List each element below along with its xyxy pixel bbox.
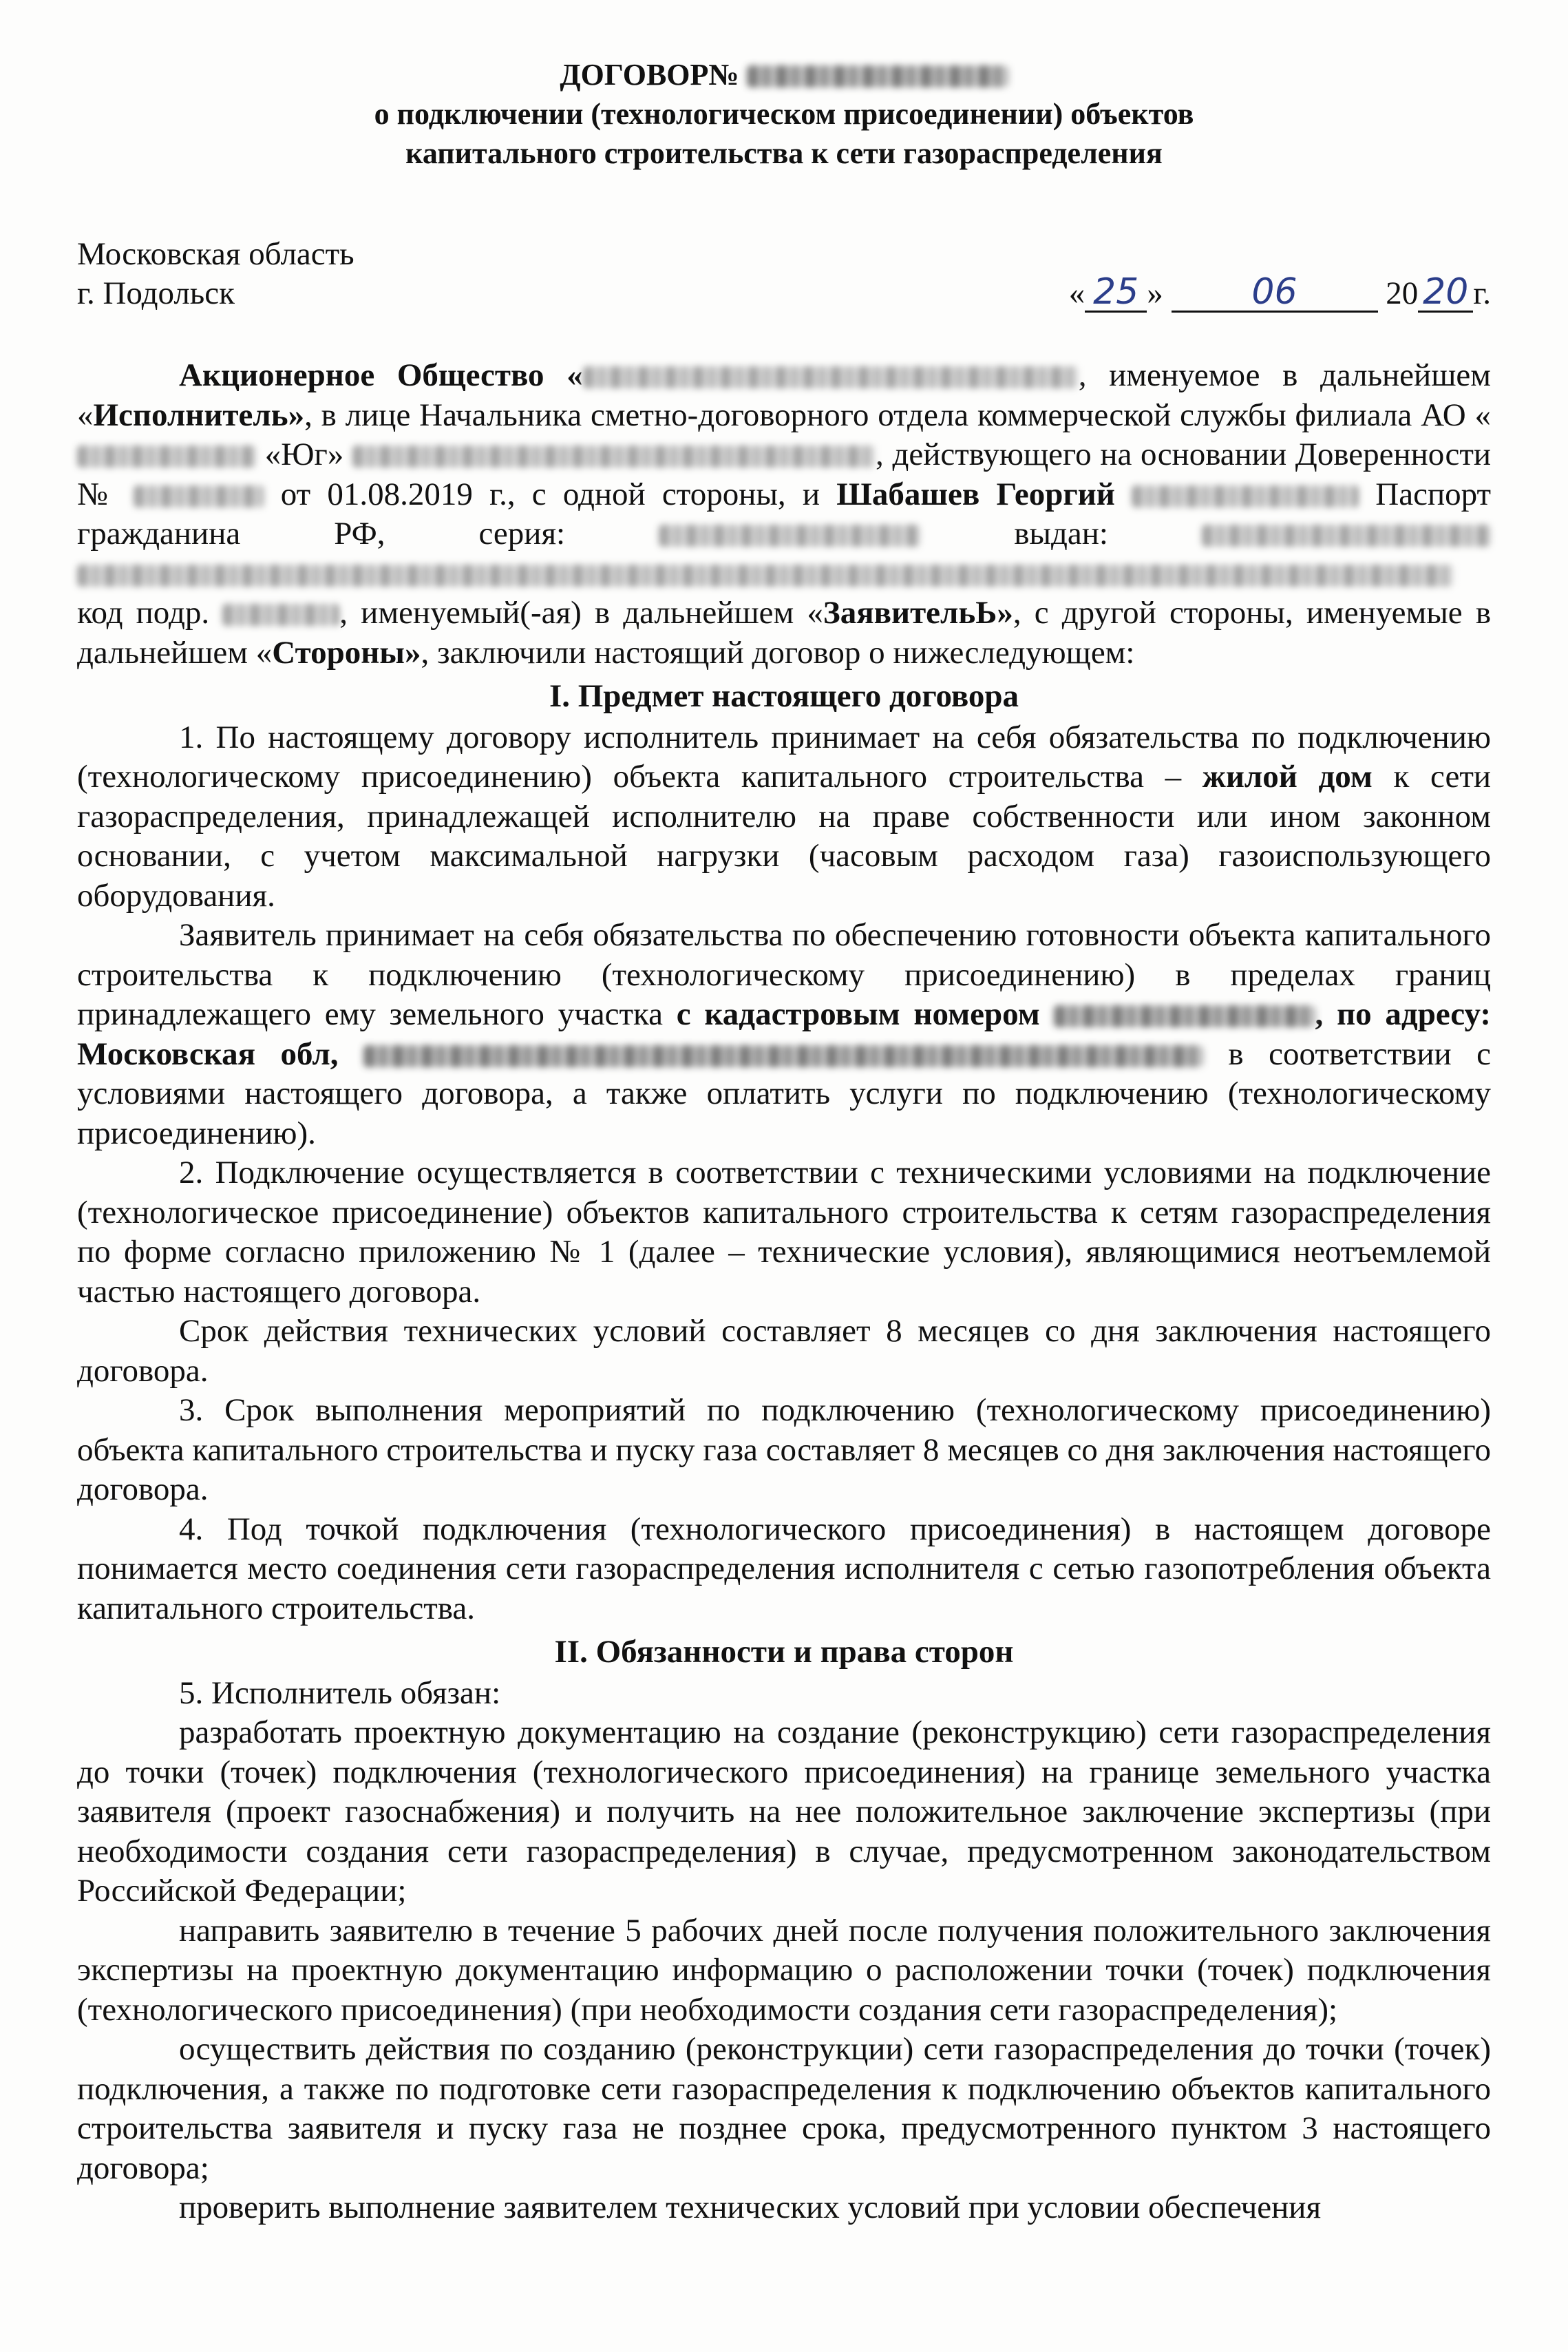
contract-subtitle-line2: капитального строительства к сети газораспределения xyxy=(405,136,1163,170)
section-1-item-3: 3. Срок выполнения мероприятий по подключению (технологическому присоединению) объекта капитального строительства и пуску газа составляет 8 месяцев со дня заключения настоящего договора. xyxy=(77,1392,1491,1507)
place-date-block xyxy=(77,235,1491,313)
date-day: 25 xyxy=(1093,271,1139,313)
redacted-branch-name xyxy=(77,445,256,468)
redacted-patronymic xyxy=(1132,485,1359,507)
redacted-division-code xyxy=(222,604,339,626)
redacted-representative-name xyxy=(352,445,876,468)
section-1-item-1: 1. По настоящему договору исполнитель принимает на себя обязательства по подключению (технологическому присоединению) объекта капитального строительства – жилой дом к сети газораспределения, принадлежащей исполнителю на праве собственности или ином законном основании, с учетом максимальной нагрузки (часовым расходом газа) газоиспользующего оборудования. xyxy=(77,719,1492,914)
redacted-address xyxy=(363,1045,1203,1067)
section-2-obligation-verify: проверить выполнение заявителем технических условий при условии обеспечения xyxy=(179,2190,1322,2225)
date-year: 20 xyxy=(1423,271,1469,313)
region-label: Московская область xyxy=(77,236,354,272)
contract-subtitle-line1: о подключении (технологическом присоединении) объектов xyxy=(374,97,1194,131)
redacted-passport-issued-date xyxy=(1202,525,1491,547)
city-label: г. Подольск xyxy=(77,275,235,311)
redacted-contract-number xyxy=(747,65,1008,87)
redacted-passport-series xyxy=(659,525,920,547)
redacted-company-name xyxy=(583,366,1079,388)
section-2-heading: II. Обязанности и права сторон xyxy=(554,1634,1014,1670)
date-month: 06 xyxy=(1251,271,1297,313)
section-2-item-5: 5. Исполнитель обязан: xyxy=(179,1674,501,1711)
section-1-heading: I. Предмет настоящего договора xyxy=(549,678,1019,714)
section-2-obligation-notify: направить заявителю в течение 5 рабочих дней после получения положительного заключения экспертизы на проектную документацию информацию о расположении точки (точек) подключения (технологического присоединения) (при необходимости создания сети газораспределения); xyxy=(77,1912,1491,2028)
contract-title: ДОГОВОР№ xyxy=(77,55,1491,94)
redacted-power-of-attorney-number xyxy=(134,485,264,507)
section-2-obligation-design: разработать проектную документацию на создание (реконструкцию) сети газораспределения до точки (точек) подключения (технологического присоединения) на границе земельного участка заявителя (проект газоснабжения) и получить на нее положительное заключение экспертизы (при необходимости создания сети газораспределения) в случае, предусмотренном законодательством Российской Федерации; xyxy=(77,1714,1491,1909)
section-2-obligation-construct: осуществить действия по созданию (реконструкции) сети газораспределения до точки (точек) подключения, а также по подготовке сети газораспределения к подключению объектов капитального строительства заявителя и пуску газа не позднее срока, предусмотренного пунктом 3 настоящего договора; xyxy=(77,2031,1491,2186)
preamble-paragraph: Акционерное Общество « , именуемое в дальнейшем «Исполнитель», в лице Начальника сметно-договорного отдела коммерческой службы филиала АО « «Юг» , действующего на основании Доверенности № от 01.08.2019 г., с одной стороны, и Шабашев Георгий Паспорт гражданина РФ, серия: выдан: код подр. , именуемый(-ая) в дальнейшем «ЗаявительЬ», с другой стороны, именуемые в дальнейшем «Стороны», заключили настоящий договор о нижеследующем: xyxy=(77,357,1492,671)
redacted-passport-issuer xyxy=(77,565,1454,587)
section-1-validity-term: Срок действия технических условий составляет 8 месяцев со дня заключения настоящего договора. xyxy=(77,1313,1491,1389)
redacted-cadastral-number xyxy=(1054,1005,1315,1027)
section-1-item-2: 2. Подключение осуществляется в соответствии с техническими условиями на подключение (технологическое присоединение) объектов капитального строительства к сетям газораспределения по форме согласно приложению № 1 (далее – технические условия), являющимися неотъемлемой частью настоящего договора. xyxy=(77,1155,1491,1310)
contract-date: « 25 » 06 20 20 г. xyxy=(1068,271,1491,313)
section-1-applicant-obligations: Заявитель принимает на себя обязательства по обеспечению готовности объекта капитального строительства к подключению (технологическому присоединению) в пределах границ принадлежащего ему земельного участка с кадастровым номером , по адресу: Московская обл, в соответствии с условиями настоящего договора, а также оплатить услуги по подключению (технологическому присоединению). xyxy=(77,917,1492,1151)
section-1-item-4: 4. Под точкой подключения (технологического присоединения) в настоящем договоре понимается место соединения сети газораспределения исполнителя с сетью газопотребления объекта капитального строительства. xyxy=(77,1511,1491,1626)
